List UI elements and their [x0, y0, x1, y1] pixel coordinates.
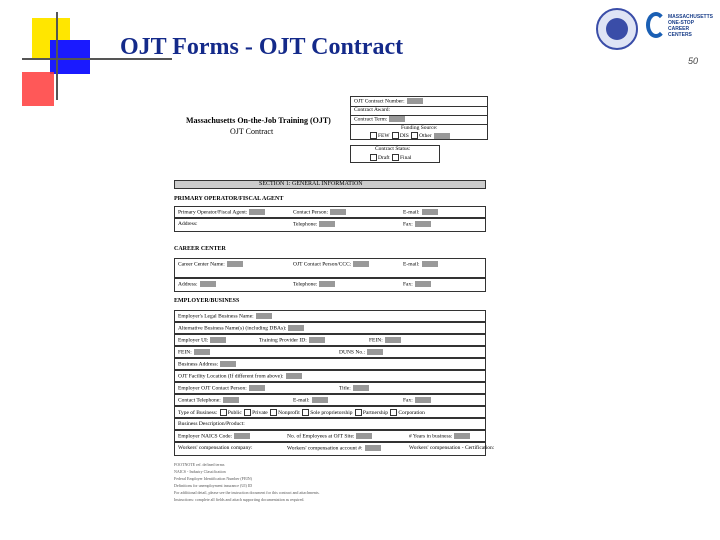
employer-row-9: Type of Business: Public Private Nonprofit Sole proprietorship Partnership Corporation [174, 406, 486, 418]
form-footnote-5: For additional detail, please see the instruction document for this contract and attachments. [174, 490, 320, 495]
primary-operator-heading: PRIMARY OPERATOR/FISCAL AGENT [174, 196, 284, 202]
employer-row-3: Employer UI: Training Provider ID: FEIN: [174, 334, 486, 346]
employer-row-1: Employer's Legal Business Name: [174, 310, 486, 322]
career-center-logo: MASSACHUSETTS ONE-STOP CAREER CENTERS [646, 10, 706, 48]
form-subtitle: OJT Contract [230, 127, 274, 136]
primary-row-1: Primary Operator/Fiscal Agent: Contact Person: E-mail: [174, 206, 486, 218]
funding-checkbox-dis[interactable] [392, 132, 399, 139]
form-footnote-4: Definitions for unemployment insurance (UI) ID [174, 483, 253, 488]
employer-row-5: Business Address: [174, 358, 486, 370]
form-footnote-1: FOOTNOTE ref. defined terms [174, 462, 225, 467]
employer-row-10: Business Description/Product: [174, 418, 486, 430]
career-row-2: Address: Telephone: Fax: [174, 278, 486, 292]
form-title: Massachusetts On-the-Job Training (OJT) [186, 116, 331, 125]
employer-row-12: Workers' compensation company: Workers' compensation account #: Workers' compensation - Certification: [174, 442, 486, 456]
employer-row-6: OJT Facility Location (If different from above): [174, 370, 486, 382]
massachusetts-seal-icon [596, 8, 638, 50]
slide-title: OJT Forms - OJT Contract [120, 34, 404, 60]
form-footnote-2: NAICS - Industry Classification [174, 469, 226, 474]
decor-vertical-line [56, 12, 58, 100]
employer-row-7: Employer OJT Contact Person: Title: [174, 382, 486, 394]
contract-term-label: Contract Term: [354, 116, 388, 123]
contract-number-label: OJT Contract Number: [354, 98, 405, 105]
contract-info-box: OJT Contract Number: Contract Award: Contract Term: Funding Source: FEW DIS Other [350, 96, 488, 140]
form-footnote-3: Federal Employer Identification Number (FEIN) [174, 476, 252, 481]
employer-row-11: Employer NAICS Code: No. of Employees at OJT Site: # Years in business: [174, 430, 486, 442]
employer-heading: EMPLOYER/BUSINESS [174, 298, 240, 304]
career-center-heading: CAREER CENTER [174, 246, 226, 252]
employer-row-4: FEIN: DUNS No.: [174, 346, 486, 358]
contract-status-box: Contract Status: Draft Final [350, 145, 440, 163]
funding-source-label: Funding Source: [401, 125, 438, 131]
status-checkbox-final[interactable] [392, 154, 399, 161]
career-row-1: Career Center Name: OJT Contact Person/CCC: E-mail: [174, 258, 486, 278]
primary-row-2: Address: Telephone: Fax: [174, 218, 486, 232]
section-1-header: SECTION 1: GENERAL INFORMATION [174, 180, 486, 189]
status-checkbox-draft[interactable] [370, 154, 377, 161]
employer-row-2: Alternative Business Name(s) (including DBAs): [174, 322, 486, 334]
funding-checkbox-other[interactable] [411, 132, 418, 139]
employer-row-8: Contact Telephone: E-mail: Fax: [174, 394, 486, 406]
contract-award-label: Contract Award: [354, 107, 390, 113]
form-footnote-6: Instructions: complete all fields and attach supporting documentation as required. [174, 497, 305, 502]
decor-red-square [22, 72, 54, 106]
contract-status-label: Contract Status: [375, 146, 411, 152]
page-number: 50 [688, 56, 699, 66]
funding-checkbox-few[interactable] [370, 132, 377, 139]
